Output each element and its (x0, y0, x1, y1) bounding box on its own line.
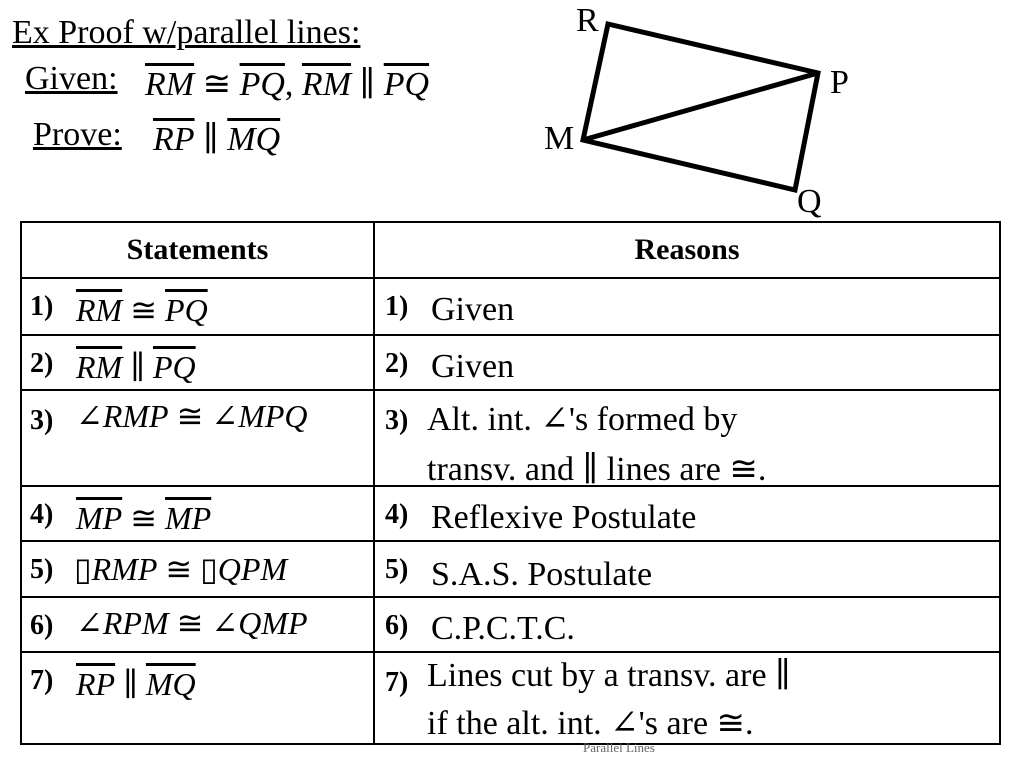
diagonal-mp (583, 73, 818, 140)
reason-text: Given (431, 348, 515, 385)
statement-number: 6) (30, 610, 54, 641)
reason-number: 1) (385, 291, 409, 322)
statement-text: ▯RMP ≅ ▯QPM (74, 551, 288, 587)
reason-text-line-2: if the alt. int. ∠'s are ≅. (427, 705, 754, 742)
proof-table (20, 221, 1001, 745)
reason-cell (374, 390, 1000, 486)
segment-rm: $\overline{RM}$ (145, 66, 195, 103)
statement-cell (21, 278, 374, 335)
vertex-label-q: Q (797, 183, 822, 220)
reason-text: S.A.S. Postulate (431, 556, 653, 593)
statement-cell (21, 335, 374, 390)
given-label: Given: (25, 60, 118, 97)
vertex-label-m: M (544, 120, 575, 157)
parallelogram-outline (583, 24, 818, 190)
vertex-label-r: R (576, 2, 599, 39)
table-header-row (21, 222, 1000, 278)
statement-number: 7) (30, 665, 54, 696)
table-row (21, 390, 1000, 486)
footer-note: Parallel Lines (583, 740, 655, 755)
statement-text: ∠RPM ≅ ∠QMP (76, 605, 308, 641)
reasons-header: Reasons (374, 222, 1000, 278)
slide-title: Ex Proof w/parallel lines: (12, 14, 361, 51)
reason-cell (374, 652, 1000, 744)
segment-mq: $\overline{MQ}$ (227, 121, 281, 158)
vertex-label-p: P (830, 64, 849, 101)
reason-text-line-1: Alt. int. ∠'s formed by (427, 401, 738, 438)
reason-number: 6) (385, 610, 409, 641)
parallel-symbol: ∥ (194, 121, 228, 158)
reason-cell (374, 486, 1000, 541)
table-row (21, 278, 1000, 335)
reason-text-line-1: Lines cut by a transv. are ∥ (427, 657, 791, 694)
segment-rp: $\overline{RP}$ (153, 121, 195, 158)
statement-number: 2) (30, 348, 54, 379)
table-row (21, 597, 1000, 652)
statement-number: 5) (30, 554, 54, 585)
statement-cell (21, 597, 374, 652)
prove-label: Prove: (33, 116, 122, 153)
statement-cell (21, 652, 374, 744)
reason-cell (374, 541, 1000, 597)
statement-text: ∠RMP ≅ ∠MPQ (76, 398, 308, 434)
reason-text: Given (431, 291, 515, 328)
statement-number: 1) (30, 291, 54, 322)
statement-text: $\overline{RP}$ ∥ $\overline{MQ}$ (76, 666, 196, 702)
statements-header: Statements (21, 222, 374, 278)
reason-cell (374, 335, 1000, 390)
table-row (21, 335, 1000, 390)
table-row (21, 652, 1000, 744)
segment-rm: $\overline{RM}$ (301, 66, 352, 103)
statement-cell (21, 390, 374, 486)
reason-cell (374, 597, 1000, 652)
parallel-symbol: ∥ (351, 66, 384, 103)
reason-text-line-2: transv. and ∥ lines are ≅. (427, 451, 767, 488)
congruent-symbol: ≅ (194, 66, 240, 103)
segment-pq: $\overline{PQ}$ (239, 66, 285, 103)
reason-number: 2) (385, 348, 409, 379)
statement-text: $\overline{RM}$ ≅ $\overline{PQ}$ (76, 292, 208, 328)
statement-text: $\overline{RM}$ ∥ $\overline{PQ}$ (76, 349, 196, 385)
table-row (21, 541, 1000, 597)
statement-cell (21, 541, 374, 597)
prove-statement (153, 119, 280, 159)
segment-pq: $\overline{PQ}$ (383, 66, 430, 103)
statement-cell (21, 486, 374, 541)
reason-number: 7) (385, 667, 409, 698)
statement-number: 3) (30, 405, 54, 436)
table-row (21, 486, 1000, 541)
statement-number: 4) (30, 499, 54, 530)
given-statement (145, 64, 429, 104)
reason-number: 4) (385, 499, 409, 530)
reason-number: 5) (385, 554, 409, 585)
reason-text: Reflexive Postulate (431, 499, 697, 536)
reason-text: C.P.C.T.C. (431, 610, 575, 647)
reason-cell (374, 278, 1000, 335)
separator: , (284, 66, 302, 103)
statement-text: $\overline{MP}$ ≅ $\overline{MP}$ (76, 500, 212, 536)
reason-number: 3) (385, 405, 409, 436)
